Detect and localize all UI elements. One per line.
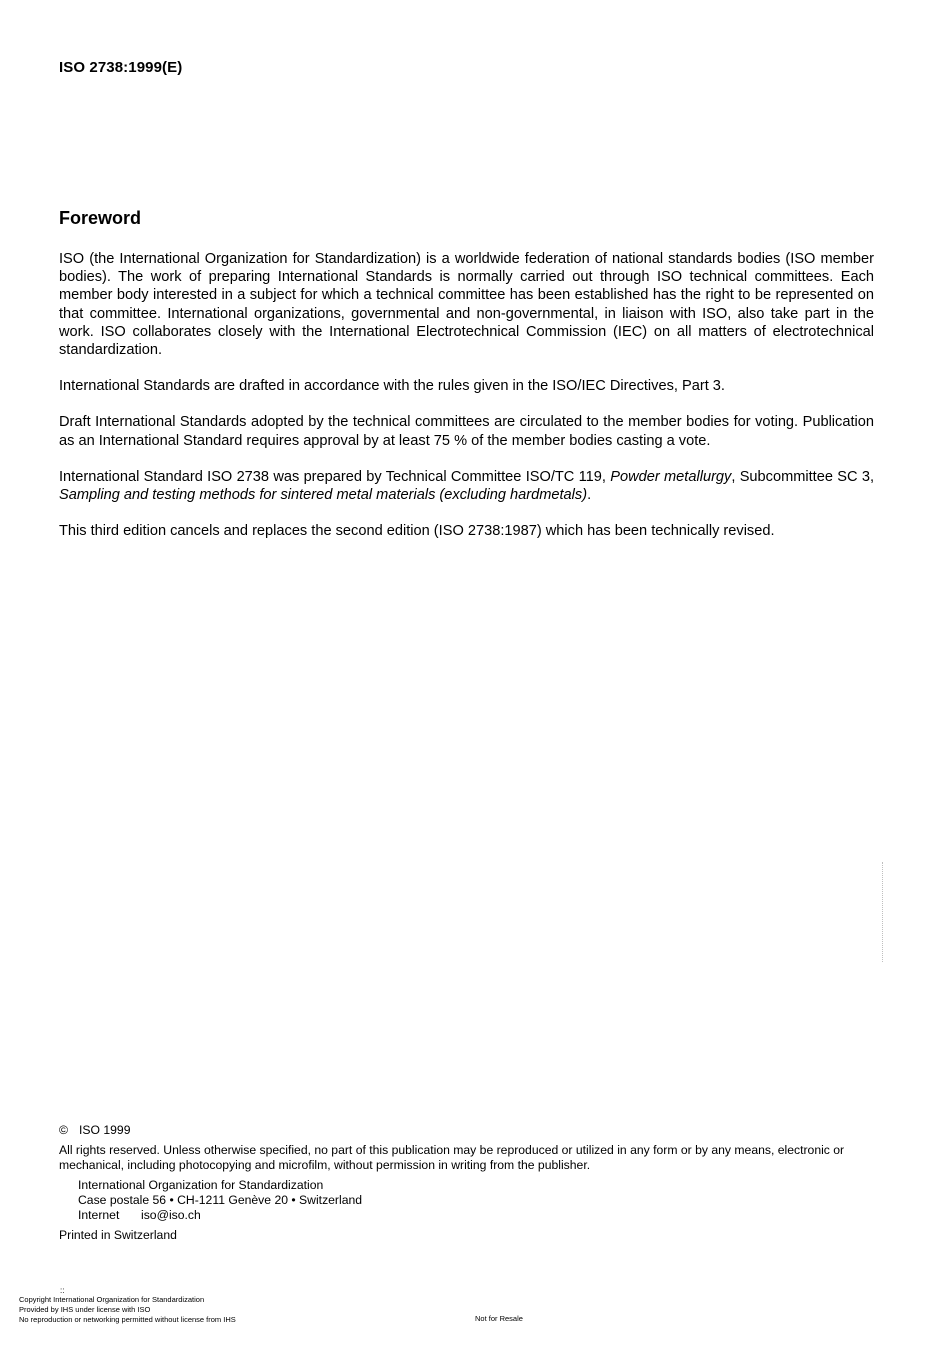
footer-provided-line: Provided by IHS under license with ISO	[19, 1305, 151, 1314]
postal-address: Case postale 56 • CH-1211 Genève 20 • Switzerland	[78, 1193, 363, 1207]
p4-text-post: .	[587, 487, 592, 504]
not-for-resale: Not for Resale	[475, 1314, 523, 1323]
copyright-line	[59, 1123, 879, 1138]
document-id-header: ISO 2738:1999(E)	[59, 59, 183, 76]
foreword-paragraph-1: ISO (the International Organization for Standardization) is a worldwide federation of national standards bodies (ISO member bodies). The work of preparing International Standards is normally carried out through ISO technical committees. Each member body interested in a subject for which a technical committee has been established has the right to be represented on that committee. International organizations, governmental and non-governmental, in liaison with ISO, also take part in the work. ISO collaborates closely with the International Electrotechnical Commission (IEC) on all matters of electrotechnical standardization.	[59, 251, 874, 359]
copyright-block	[59, 1123, 879, 1243]
printed-in: Printed in Switzerland	[59, 1228, 177, 1242]
email-address: iso@iso.ch	[141, 1208, 201, 1222]
license-footer	[19, 1287, 236, 1325]
p4-committee-title: Powder metallurgy	[610, 468, 732, 485]
foreword-body	[59, 250, 874, 540]
copyright-symbol: ©	[59, 1123, 68, 1137]
foreword-paragraph-4	[59, 468, 874, 504]
p4-subcommittee-title: Sampling and testing methods for sintered metal materials (excluding hardmetals)	[59, 487, 588, 504]
foreword-paragraph-3: Draft International Standards adopted by the technical committees are circulated to the member bodies for voting. Publication as an International Standard requires approval by at least 75 % of the member bodies casting a vote.	[59, 414, 874, 449]
foreword-paragraph-5: This third edition cancels and replaces the second edition (ISO 2738:1987) which has been technically revised.	[59, 523, 775, 540]
foreword-heading: Foreword	[59, 208, 142, 228]
margin-marks	[882, 862, 887, 962]
publisher-address	[78, 1178, 879, 1223]
p4-text-mid: , Subcommittee SC 3,	[731, 468, 874, 485]
internet-label: Internet	[78, 1208, 120, 1222]
internet-line	[78, 1208, 879, 1223]
publisher-name: International Organization for Standardization	[78, 1178, 324, 1192]
p4-text-pre: International Standard ISO 2738 was prepared by Technical Committee ISO/TC 119,	[59, 468, 611, 485]
rights-statement: All rights reserved. Unless otherwise specified, no part of this publication may be reproduced or utilized in any form or by any means, electronic or mechanical, including photocopying and microfilm, without permission in writing from the publisher.	[59, 1143, 845, 1172]
copyright-year: ISO 1999	[79, 1123, 131, 1137]
footer-dots: ::	[60, 1286, 65, 1295]
footer-reproduction-line: No reproduction or networking permitted without license from IHS	[19, 1315, 236, 1324]
footer-copyright-line: Copyright International Organization for Standardization	[19, 1295, 205, 1304]
foreword-paragraph-2: International Standards are drafted in accordance with the rules given in the ISO/IEC Directives, Part 3.	[59, 378, 725, 395]
